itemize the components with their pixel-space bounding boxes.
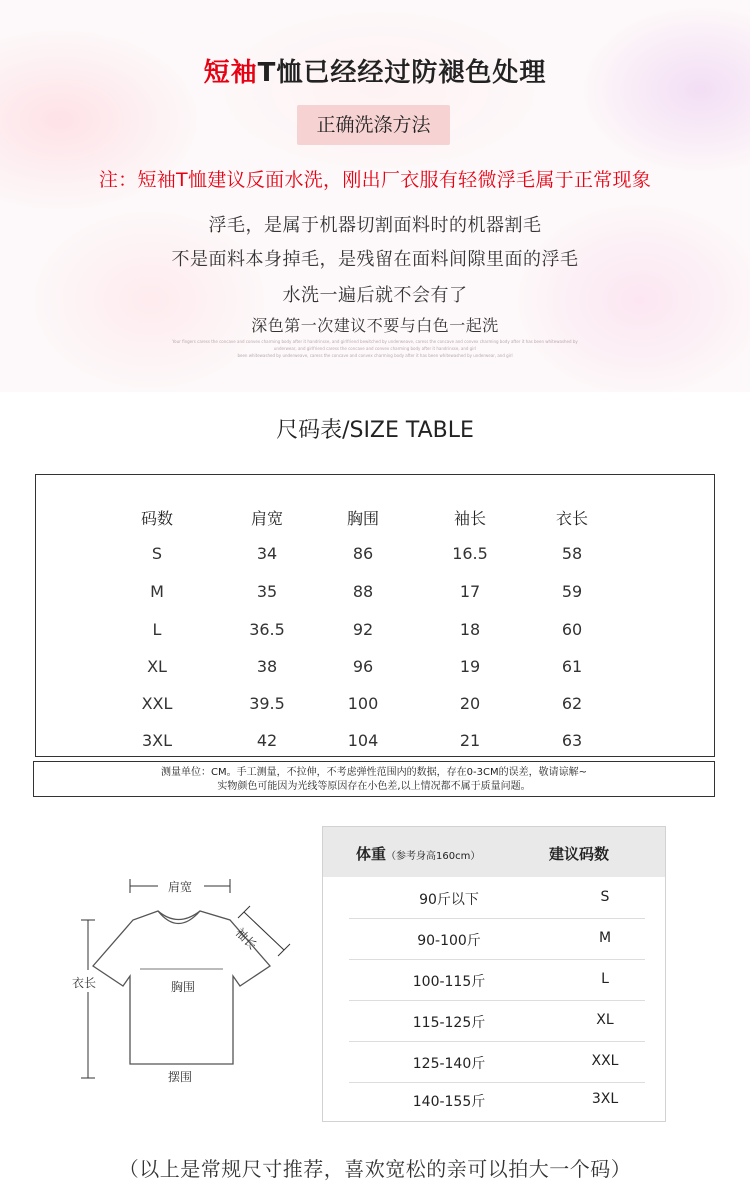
size-table-title: 尺码表/SIZE TABLE <box>276 418 474 443</box>
size-table <box>35 474 715 757</box>
measurement-footnote <box>33 761 715 797</box>
size-cell: XXL <box>141 694 173 713</box>
recommended-size-header: 建议码数 <box>549 845 610 863</box>
weight-cell: 90斤以下 <box>419 892 479 908</box>
size-cell: XXL <box>591 1053 619 1069</box>
weight-header <box>356 843 480 864</box>
hem-label: 摆围 <box>168 1070 193 1084</box>
wash-line-4: 深色第一次建议不要与白色一起洗 <box>251 316 499 335</box>
table-row <box>349 877 645 919</box>
weight-cell: 125-140斤 <box>412 1056 486 1072</box>
wash-note: 注：短袖T恤建议反面水洗，刚出厂衣服有轻微浮毛属于正常现象 <box>98 169 652 191</box>
chest-label: 胸围 <box>171 980 196 994</box>
size-cell: 3XL <box>591 1091 619 1107</box>
table-row <box>349 1000 645 1042</box>
size-cell: 35 <box>256 582 278 601</box>
size-cell: XL <box>596 1012 614 1028</box>
length-label: 衣长 <box>72 976 97 990</box>
size-cell: 58 <box>561 544 583 563</box>
size-cell: 92 <box>352 620 374 639</box>
wash-method-label: 正确洗涤方法 <box>297 105 450 145</box>
size-cell: 21 <box>459 731 481 750</box>
size-header-shoulder: 肩宽 <box>250 509 283 528</box>
weight-cell: 100-115斤 <box>412 974 486 990</box>
wash-line-2: 不是面料本身掉毛，是残留在面料间隙里面的浮毛 <box>171 249 579 270</box>
size-header-size: 码数 <box>140 509 173 528</box>
size-cell: XL <box>147 657 167 676</box>
size-cell: L <box>152 620 162 639</box>
table-row <box>349 1079 645 1120</box>
weight-cell: 90-100斤 <box>417 933 481 949</box>
table-row <box>349 959 645 1001</box>
size-cell: M <box>150 582 164 601</box>
size-cell: 16.5 <box>452 544 488 563</box>
weight-cell: 140-155斤 <box>412 1094 486 1110</box>
size-cell: 60 <box>561 620 583 639</box>
size-cell: 100 <box>347 694 379 713</box>
footnote-line-2: 实物颜色可能因为光线等原因存在小色差,以上情况都不属于质量问题。 <box>217 781 531 792</box>
wash-line-3: 水洗一遍后就不会有了 <box>282 285 468 306</box>
garment-diagram <box>58 868 318 1088</box>
size-cell: 19 <box>459 657 481 676</box>
size-cell: S <box>600 889 610 905</box>
size-cell: 20 <box>459 694 481 713</box>
size-cell: 63 <box>561 731 583 750</box>
weight-header-note: （参考身高160cm） <box>386 851 481 862</box>
size-header-length: 衣长 <box>555 509 588 528</box>
size-recommendation-note: （以上是常规尺寸推荐，喜欢宽松的亲可以拍大一个码） <box>118 1157 632 1181</box>
size-cell: 38 <box>256 657 278 676</box>
table-row <box>349 918 645 960</box>
size-cell: 18 <box>459 620 481 639</box>
anti-fade-headline <box>0 52 750 89</box>
size-cell: 62 <box>561 694 583 713</box>
size-cell: 42 <box>256 731 278 750</box>
size-cell: 61 <box>561 657 583 676</box>
sleeve-label: 袖长 <box>232 925 260 953</box>
table-row <box>349 1041 645 1083</box>
size-cell: 104 <box>347 731 379 750</box>
decorative-micro-text-1: Your fingers caress the concave and convex charming body after it handrinsse, and girlfriend bewitched by underweave, caress the concave and convex charming body after it has been whitewashed by <box>172 339 578 344</box>
size-cell: 86 <box>352 544 374 563</box>
weight-table-header <box>323 827 665 877</box>
headline-red-text: 短袖 <box>203 58 258 88</box>
weight-cell: 115-125斤 <box>412 1015 486 1031</box>
size-cell: 39.5 <box>249 694 285 713</box>
wash-line-1: 浮毛，是属于机器切割面料时的机器割毛 <box>208 215 542 236</box>
size-cell: S <box>151 544 163 563</box>
size-cell: M <box>598 930 612 946</box>
size-cell: 17 <box>459 582 481 601</box>
headline-rest-text: T恤已经经过防褪色处理 <box>257 58 547 88</box>
decorative-micro-text-2: underwear, and girlfriend caress the concave and convex charming body after it handrinsse, and girl <box>273 346 477 351</box>
size-cell: L <box>601 971 609 987</box>
decorative-micro-text-3: been whitewashed by underweave, caress the concave and convex charming body after it has been whitewashed by underwear, and girl <box>237 353 513 358</box>
weight-header-label: 体重 <box>356 845 387 863</box>
size-cell: 88 <box>352 582 374 601</box>
size-header-chest: 胸围 <box>346 509 379 528</box>
size-cell: 34 <box>256 544 278 563</box>
shoulder-label: 肩宽 <box>168 880 193 894</box>
size-header-sleeve: 袖长 <box>453 509 486 528</box>
footnote-line-1: 测量单位：CM。手工测量，不拉伸，不考虑弹性范围内的数据，存在0-3CM的误差，敬请谅解~ <box>161 767 587 778</box>
size-cell: 36.5 <box>249 620 285 639</box>
size-cell: 3XL <box>141 731 173 750</box>
weight-size-table <box>322 826 666 1122</box>
size-cell: 96 <box>352 657 374 676</box>
size-cell: 59 <box>561 582 583 601</box>
